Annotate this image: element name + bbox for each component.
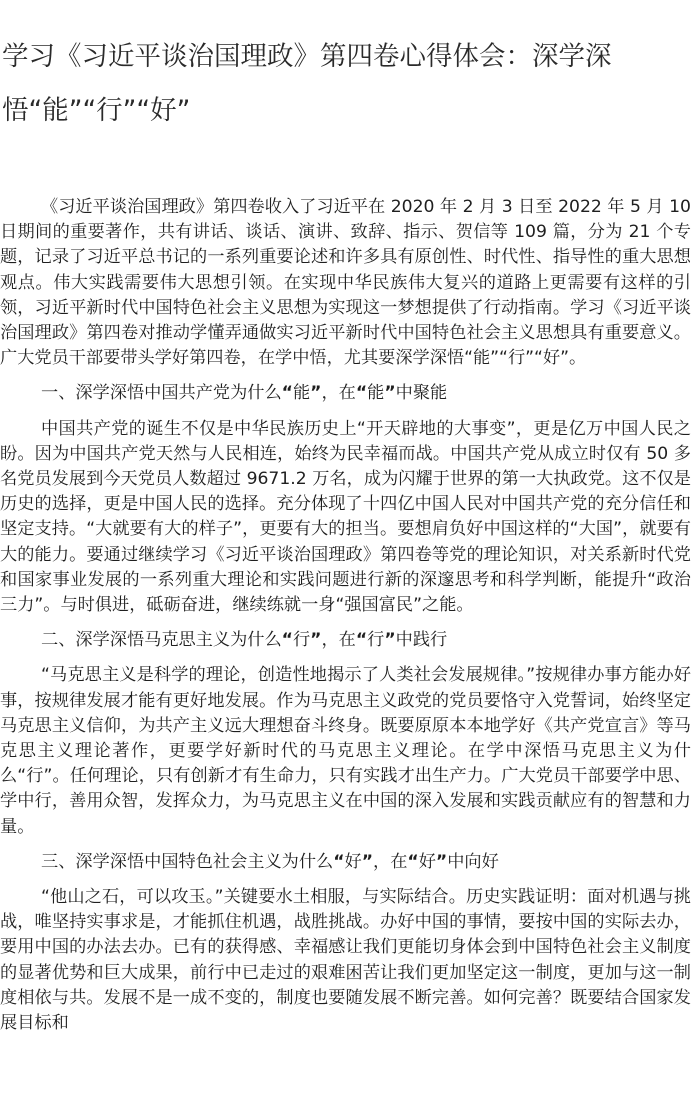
section-heading-2-quote-close: ”: [310, 630, 322, 651]
section-heading-3-quote-open-2: “: [407, 851, 419, 872]
section-heading-3: [0, 850, 693, 875]
article-body: [0, 195, 693, 1036]
section-heading-1-quote-open-2: “: [355, 383, 368, 404]
section-heading-1-quote-close-2: ”: [384, 383, 396, 404]
section-heading-2-quote-open-2: “: [355, 630, 368, 651]
section-heading-2-prefix: 二、深学深悟马克思主义为什么: [41, 630, 282, 651]
section-heading-2: [0, 628, 693, 653]
section-heading-2-mid: ，在: [321, 630, 356, 651]
section-heading-3-prefix: 三、深学深悟中国特色社会主义为什么: [41, 851, 334, 872]
paragraph-section-1: 中国共产党的诞生不仅是中华民族历史上“开天辟地的大事变”，更是亿万中国人民之盼。因为中国共产党天然与人民相连，始终为民幸福而战。中国共产党从成立时仅有 50 多名党员发展到今天党员人数超过 9671.2 万名，成为闪耀于世界的第一大执政党。这不仅是历史的选择，更是中国人民的选择。充分体现了十四亿中国人民对中国共产党的充分信任和坚定支持。“大就要有大的样子”，更要有大的担当。要想肩负好中国这样的“大国”，就要有大的能力。要通过继续学习《习近平谈治国理政》第四卷等党的理论知识，对关系新时代党和国家事业发展的一系列重大理论和实践问题进行新的深邃思考和科学判断，能提升“政治三力”。与时俱进，砥砺奋进，继续练就一身“强国富民”之能。: [0, 418, 691, 616]
section-heading-3-keyword-2: 好: [418, 851, 436, 872]
section-heading-1-quote-open: “: [281, 383, 293, 404]
section-heading-1: [0, 381, 693, 406]
section-heading-1-keyword-2: 能: [367, 383, 385, 404]
section-heading-1-suffix: 中聚能: [395, 383, 448, 404]
section-heading-3-mid: ，在: [373, 851, 408, 872]
section-heading-3-keyword: 好: [344, 851, 362, 872]
section-heading-1-prefix: 一、深学深悟中国共产党为什么: [41, 383, 282, 404]
section-heading-1-keyword: 能: [292, 383, 311, 404]
paragraph-intro: 《习近平谈治国理政》第四卷收入了习近平在 2020 年 2 月 3 日至 2022 年 5 月 10 日期间的重要著作，共有讲话、谈话、演讲、致辞、指示、贺信等 109 篇，分为 21 个专题，记录了习近平总书记的一系列重要论述和许多具有原创性、时代性、指导性的重大思想观点。伟大实践需要伟大思想引领。在实现中华民族伟大复兴的道路上更需要有这样的引领，习近平新时代中国特色社会主义思想为实现这一梦想提供了行动指南。学习《习近平谈治国理政》第四卷对推动学懂弄通做实习近平新时代中国特色社会主义思想具有重要意义。广大党员干部要带头学好第四卷，在学中悟，尤其要深学深悟“能”“行”“好”。: [0, 197, 691, 369]
section-heading-3-quote-open: “: [333, 851, 345, 872]
section-heading-1-mid: ，在: [321, 383, 356, 404]
section-heading-3-quote-close-2: ”: [435, 851, 448, 872]
section-heading-2-quote-close-2: ”: [384, 630, 396, 651]
section-heading-2-keyword-2: 行: [367, 630, 385, 651]
section-heading-2-keyword: 行: [292, 630, 311, 651]
section-heading-3-suffix: 中向好: [447, 851, 499, 872]
section-heading-3-quote-close: ”: [361, 851, 373, 872]
article-title: 学习《习近平谈治国理政》第四卷心得体会：深学深 悟“能”“行”“好”: [2, 41, 612, 126]
paragraph-section-3: “他山之石，可以攻玉。”关键要水土相服，与实际结合。历史实践证明：面对机遇与挑战，唯坚持实事求是，才能抓住机遇，战胜挑战。办好中国的事情，要按中国的实际去办，要用中国的办法去办。已有的获得感、幸福感让我们更能切身体会到中国特色社会主义制度的显著优势和巨大成果，前行中已走过的艰难困苦让我们更加坚定这一制度，更加与这一制度相依与共。发展不是一成不变的，制度也要随发展不断完善。如何完善？既要结合国家发展目标和: [0, 887, 691, 1034]
section-heading-1-quote-close: ”: [310, 383, 322, 404]
section-heading-2-quote-open: “: [281, 630, 293, 651]
paragraph-section-2: “马克思主义是科学的理论，创造性地揭示了人类社会发展规律。”按规律办事方能办好事，按规律发展才能有更好地发展。作为马克思主义政党的党员要恪守入党誓词，始终坚定马克思主义信仰，为共产主义远大理想奋斗终身。既要原原本本地学好《共产党宣言》等马克思主义理论著作，更要学好新时代的马克思主义理论。在学中深悟马克思主义为什么“行”。任何理论，只有创新才有生命力，只有实践才出生产力。广大党员干部要学中思、学中行，善用众智，发挥众力，为马克思主义在中国的深入发展和实践贡献应有的智慧和力量。: [0, 665, 691, 837]
section-heading-2-suffix: 中践行: [395, 630, 448, 651]
